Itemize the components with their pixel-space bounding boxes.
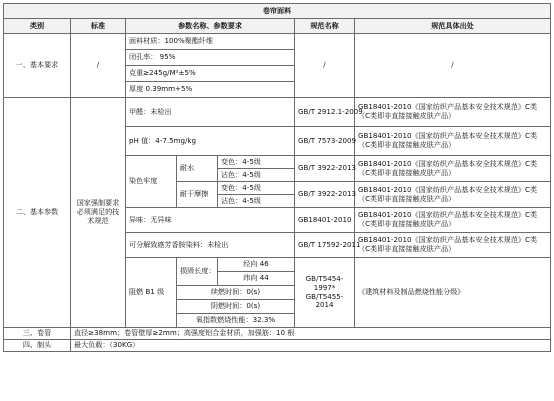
param-water-change: 变色：4-5级 bbox=[218, 156, 295, 169]
param-colorfast-water: 耐水 bbox=[177, 156, 218, 182]
param-oxygen: 氧指数燃烧性能：32.3% bbox=[177, 314, 295, 328]
tube-text: 直径≥38mm；卷管壁厚≥2mm；高强度铝合金材质，加强筋：10 根 bbox=[71, 328, 551, 340]
param-ph: pH 值：4-7.5mg/kg bbox=[126, 127, 295, 156]
param-openness: 闭孔率： 95% bbox=[126, 50, 295, 66]
source-azo: GB18401-2010《国家纺织产品基本安全技术规范》C类（C类即非直接接触皮肤产品） bbox=[355, 233, 551, 258]
param-afterflame: 续燃时间：0(s) bbox=[177, 286, 295, 300]
head-text: 最大负载：（30KG） bbox=[71, 340, 551, 352]
header-category: 类别 bbox=[4, 19, 71, 34]
category-head: 四、制头 bbox=[4, 340, 71, 352]
spec-azo: GB/T 17592-2011 bbox=[295, 233, 355, 258]
standard-basic-req: / bbox=[71, 34, 126, 98]
param-warp: 经向 46 bbox=[218, 258, 295, 272]
param-odor: 异味：无异味 bbox=[126, 208, 295, 233]
source-ph: GB18401-2010《国家纺织产品基本安全技术规范》C类（C类即非直接接触皮肤产品） bbox=[355, 127, 551, 156]
param-azo: 可分解致癌芳香胺染料：未检出 bbox=[126, 233, 295, 258]
category-tube: 三、卷管 bbox=[4, 328, 71, 340]
param-rub-change: 变色：4-5级 bbox=[218, 182, 295, 195]
source-odor: GB18401-2010《国家纺织产品基本安全技术规范》C类（C类即非直接接触皮肤产品） bbox=[355, 208, 551, 233]
header-spec-name: 规范名称 bbox=[295, 19, 355, 34]
spec-water: GB/T 3922-2013 bbox=[295, 156, 355, 182]
spec-table bbox=[3, 3, 551, 352]
param-damage-length: 损毁长度： bbox=[177, 258, 218, 286]
param-formaldehyde: 甲醛：未检出 bbox=[126, 98, 295, 127]
source-flame: 《建筑材料及制品燃烧性能分级》 bbox=[355, 258, 551, 328]
header-params: 参数名称、参数要求 bbox=[126, 19, 295, 34]
param-weight: 克重≥245g/M²±5% bbox=[126, 66, 295, 82]
param-thickness: 厚度 0.39mm+5% bbox=[126, 82, 295, 98]
spec-rub: GB/T 3922-2013 bbox=[295, 182, 355, 208]
param-water-stain: 沾色：4-5级 bbox=[218, 169, 295, 182]
param-flame: 阻燃 B1 级 bbox=[126, 258, 177, 328]
source-water: GB18401-2010《国家纺织产品基本安全技术规范》C类（C类即非直接接触皮肤产品） bbox=[355, 156, 551, 182]
spec-source-basic-req: / bbox=[355, 34, 551, 98]
category-basic-req: 一、基本要求 bbox=[4, 34, 71, 98]
source-formaldehyde: GB18401-2010《国家纺织产品基本安全技术规范》C类（C类即非直接接触皮肤产品） bbox=[355, 98, 551, 127]
header-standard: 标准 bbox=[71, 19, 126, 34]
param-colorfast-rub: 耐干摩擦 bbox=[177, 182, 218, 208]
param-afterglow: 阴燃时间：0(s) bbox=[177, 300, 295, 314]
spec-flame bbox=[295, 258, 355, 328]
param-rub-stain: 沾色：4-5级 bbox=[218, 195, 295, 208]
spec-ph: GB/T 7573-2009 bbox=[295, 127, 355, 156]
spec-flame-2: GB/T5455-2014 bbox=[305, 291, 344, 310]
param-colorfast: 染色牢度 bbox=[126, 156, 177, 208]
param-material: 面料材质：100%聚酯纤维 bbox=[126, 34, 295, 50]
standard-basic-param: 国家强制要求必须满足的技术规范 bbox=[71, 98, 126, 328]
spec-table-container bbox=[3, 3, 550, 397]
category-basic-param: 二、基本参数 bbox=[4, 98, 71, 328]
spec-odor: GB18401-2010 bbox=[295, 208, 355, 233]
spec-formaldehyde: GB/T 2912.1-2009 bbox=[295, 98, 355, 127]
param-weft: 纬向 44 bbox=[218, 272, 295, 286]
header-spec-source: 规范具体出处 bbox=[355, 19, 551, 34]
table-title: 卷帘面料 bbox=[4, 4, 551, 19]
source-rub: GB18401-2010《国家纺织产品基本安全技术规范》C类（C类即非直接接触皮肤产品） bbox=[355, 182, 551, 208]
spec-flame-1: GB/T5454-1997* bbox=[305, 273, 344, 292]
spec-name-basic-req: / bbox=[295, 34, 355, 98]
